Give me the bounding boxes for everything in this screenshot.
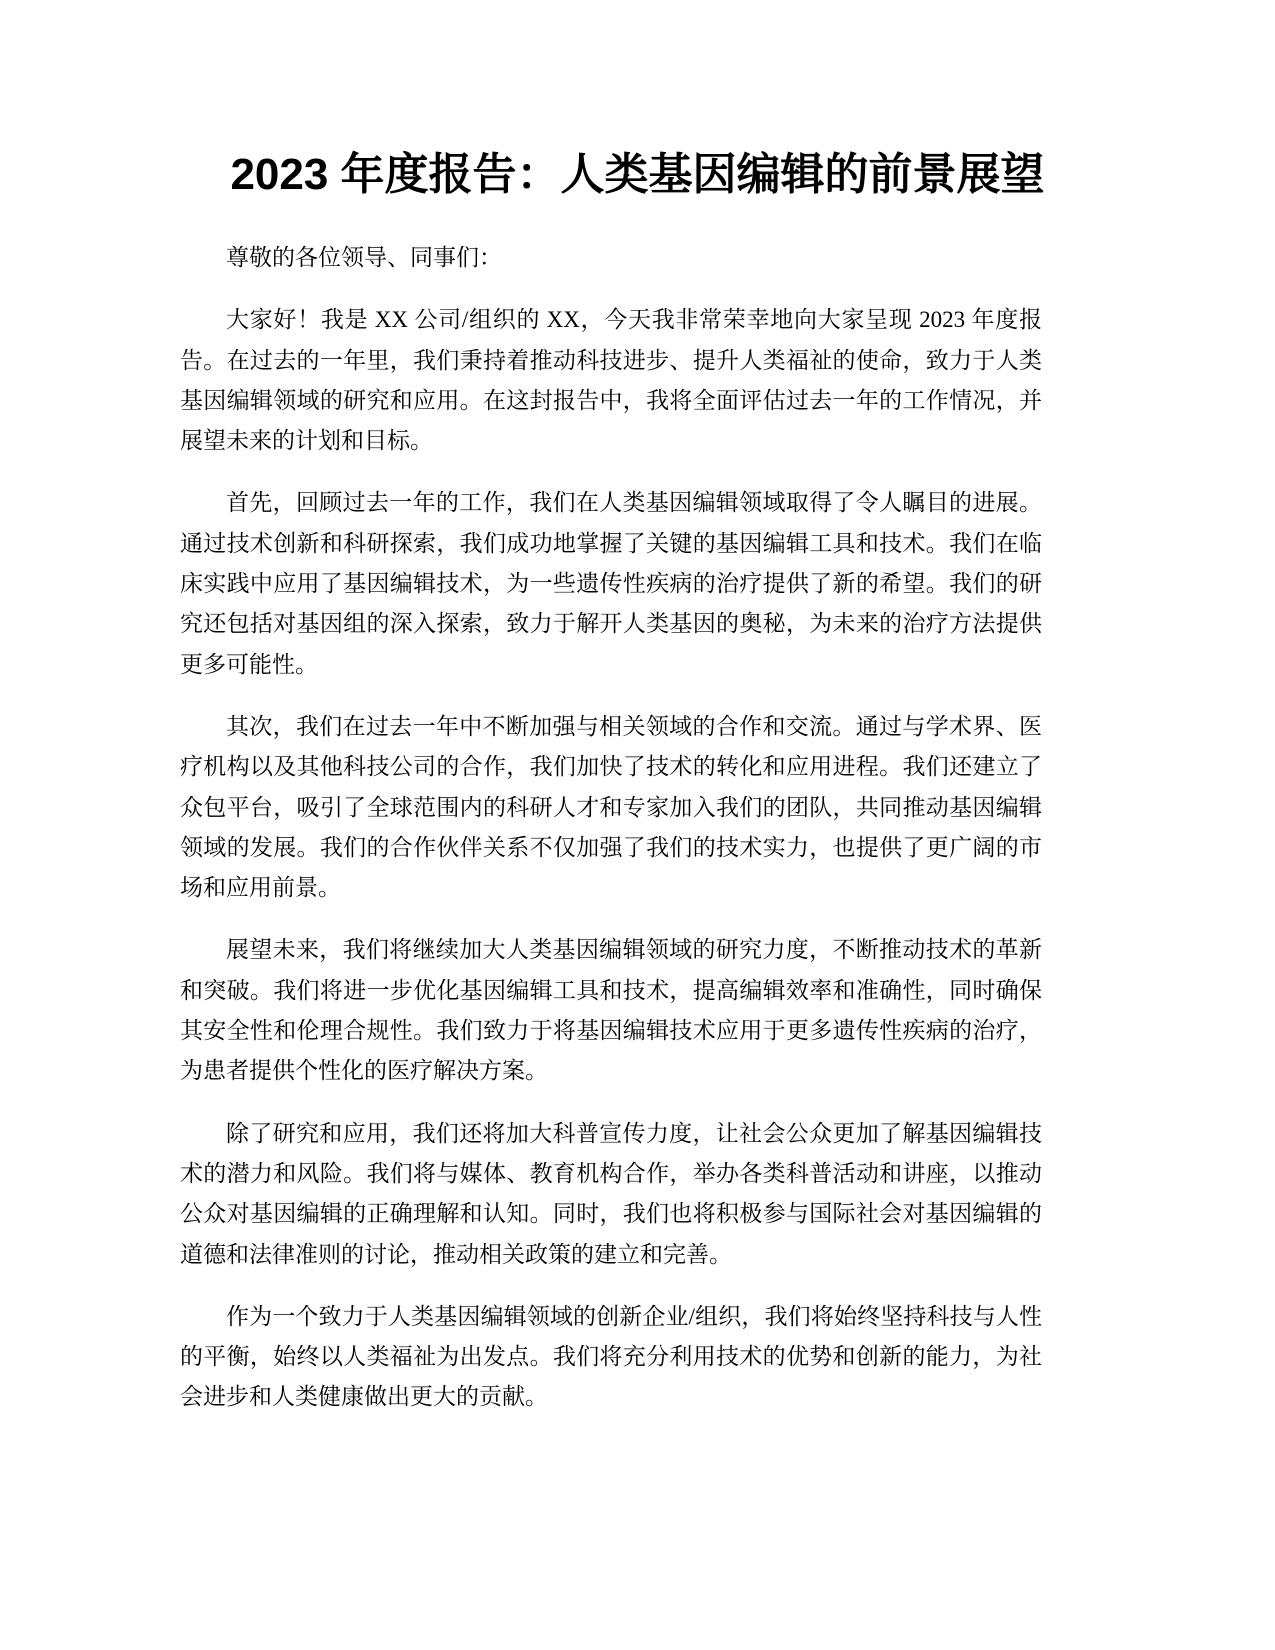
document-title: 2023 年度报告：人类基因编辑的前景展望 [230,150,1045,199]
body-paragraph: 展望未来，我们将继续加大人类基因编辑领域的研究力度，不断推动技术的革新和突破。我们将进一步优化基因编辑工具和技术，提高编辑效率和准确性，同时确保其安全性和伦理合规性。我们致力于将基因编辑技术应用于更多遗传性疾病的治疗，为患者提供个性化的医疗解决方案。 [180,937,1042,1084]
body-paragraph: 除了研究和应用，我们还将加大科普宣传力度，让社会公众更加了解基因编辑技术的潜力和风险。我们将与媒体、教育机构合作，举办各类科普活动和讲座，以推动公众对基因编辑的正确理解和认知。同时，我们也将积极参与国际社会对基因编辑的道德和法律准则的讨论，推动相关政策的建立和完善。 [180,1120,1042,1267]
body-paragraph: 其次，我们在过去一年中不断加强与相关领域的合作和交流。通过与学术界、医疗机构以及其他科技公司的合作，我们加快了技术的转化和应用进程。我们还建立了众包平台，吸引了全球范围内的科研人才和专家加入我们的团队，共同推动基因编辑领域的发展。我们的合作伙伴关系不仅加强了我们的技术实力，也提供了更广阔的市场和应用前景。 [180,713,1042,901]
body-paragraph: 作为一个致力于人类基因编辑领域的创新企业/组织，我们将始终坚持科技与人性的平衡，始终以人类福祉为出发点。我们将充分利用技术的优势和创新的能力，为社会进步和人类健康做出更大的贡献。 [180,1303,1042,1410]
body-paragraph: 首先，回顾过去一年的工作，我们在人类基因编辑领域取得了令人瞩目的进展。通过技术创新和科研探索，我们成功地掌握了关键的基因编辑工具和技术。我们在临床实践中应用了基因编辑技术，为一些遗传性疾病的治疗提供了新的希望。我们的研究还包括对基因组的深入探索，致力于解开人类基因的奥秘，为未来的治疗方法提供更多可能性。 [180,490,1042,677]
body-paragraph: 大家好！我是 XX 公司/组织的 XX，今天我非常荣幸地向大家呈现 2023 年度报告。在过去的一年里，我们秉持着推动科技进步、提升人类福祉的使命，致力于人类基因编辑领域的研究和应用。在这封报告中，我将全面评估过去一年的工作情况，并展望未来的计划和目标。 [180,307,1042,454]
salutation-paragraph: 尊敬的各位领导、同事们： [226,245,502,270]
document-body [180,238,1042,1440]
